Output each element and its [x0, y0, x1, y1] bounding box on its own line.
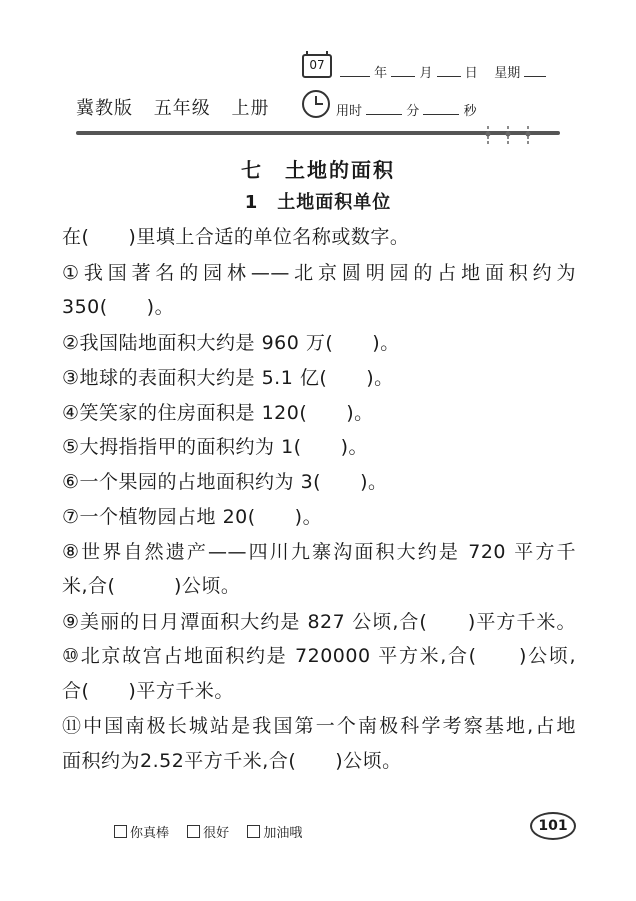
rating-label-1: 你真棒 [130, 826, 170, 841]
question-11-line-2: 面积约为2.52平方千米,合( )公顷。 [62, 750, 402, 772]
checkbox-icon[interactable] [247, 825, 260, 838]
day-label: 日 [464, 66, 478, 81]
rating-option-3[interactable] [247, 826, 302, 841]
month-blank[interactable] [391, 64, 415, 77]
page-number: 101 [530, 812, 576, 840]
year-label: 年 [374, 66, 388, 81]
self-rating [114, 822, 316, 841]
question-5: ⑤大拇指指甲的面积约为 1( )。 [62, 436, 368, 458]
question-3: ③地球的表面积大约是 5.1 亿( )。 [62, 367, 394, 389]
year-blank[interactable] [340, 64, 370, 77]
rating-label-2: 很好 [203, 826, 230, 841]
edition-label [76, 94, 283, 120]
question-8-line-1: ⑧世界自然遗产——四川九寨沟面积大约是 720 平方千 [62, 541, 576, 563]
question-10-line-2: 合( )平方千米。 [62, 680, 234, 702]
question-10-line-1: ⑩北京故宫占地面积约是 720000 平方米,合( )公顷, [62, 645, 576, 667]
week-label: 星期 [494, 66, 521, 81]
rating-option-2[interactable] [187, 826, 229, 841]
seconds-label: 秒 [463, 104, 477, 119]
edition-grade: 五年级 [153, 98, 211, 119]
question-7: ⑦一个植物园占地 20( )。 [62, 506, 323, 528]
checkbox-icon[interactable] [114, 825, 127, 838]
time-label: 用时 [336, 104, 363, 119]
question-2: ②我国陆地面积大约是 960 万( )。 [62, 332, 400, 354]
seconds-blank[interactable] [423, 102, 459, 115]
question-1-line-1: ①我国著名的园林——北京圆明园的占地面积约为 [62, 262, 576, 284]
question-6: ⑥一个果园的占地面积约为 3( )。 [62, 471, 388, 493]
checkbox-icon[interactable] [187, 825, 200, 838]
section-title: 1 土地面积单位 [244, 192, 392, 213]
question-8-line-2: 米,合( )公顷。 [62, 575, 241, 597]
calendar-icon: 07 [302, 54, 332, 78]
time-spent-line [336, 100, 477, 119]
question-4: ④笑笑家的住房面积是 120( )。 [62, 402, 374, 424]
rating-label-3: 加油哦 [263, 826, 303, 841]
date-line [340, 62, 546, 81]
chapter-title: 七 土地的面积 [241, 158, 395, 182]
rating-option-1[interactable] [114, 826, 169, 841]
pin-decoration-icon [480, 124, 538, 148]
edition-volume: 上册 [231, 98, 270, 119]
edition-publisher: 冀教版 [76, 98, 133, 119]
question-1-line-2: 350( )。 [62, 296, 175, 318]
week-blank[interactable] [524, 64, 546, 77]
question-9: ⑨美丽的日月潭面积大约是 827 公顷,合( )平方千米。 [62, 611, 576, 633]
month-label: 月 [419, 66, 433, 81]
minutes-label: 分 [406, 104, 420, 119]
question-11-line-1: ⑪中国南极长城站是我国第一个南极科学考察基地,占地 [62, 715, 576, 737]
clock-icon [302, 90, 330, 118]
day-blank[interactable] [437, 64, 461, 77]
instruction-text: 在( )里填上合适的单位名称或数字。 [62, 226, 410, 248]
minutes-blank[interactable] [366, 102, 402, 115]
